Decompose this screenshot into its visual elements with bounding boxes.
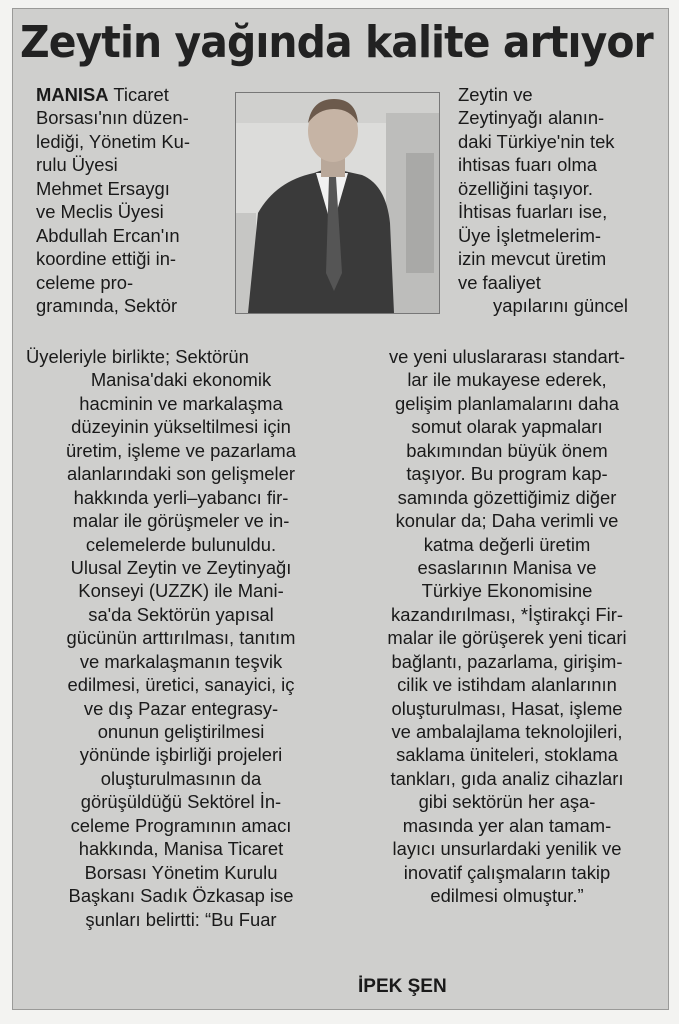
article-line: ve yeni uluslararası standart- [388, 346, 626, 367]
article-line: Konseyi (UZZK) ile Mani- [78, 580, 284, 602]
article-line: tankları, gıda analiz cihazları [390, 767, 624, 789]
article-line-text: Ticaret [108, 84, 169, 105]
article-line: düzeyinin yükseltilmesi için [71, 416, 291, 438]
article-line: rulu Üyesi [36, 154, 118, 176]
article-line: celemelerde bulunuldu. [85, 533, 277, 555]
article-line: konular da; Daha verimli ve [395, 510, 619, 532]
article-line: ve faaliyet [458, 271, 541, 293]
article-line: katma değerli üretim [423, 533, 591, 555]
article-line: oluşturulması, Hasat, işleme [391, 697, 623, 719]
article-line: Abdullah Ercan'ın [36, 224, 180, 246]
article-line: malar ile görüşerek yeni ticari [387, 627, 627, 649]
article-line: sa'da Sektörün yapısal [88, 603, 274, 625]
article-line: Ulusal Zeytin ve Zeytinyağı [70, 556, 292, 578]
left-column-bottom [26, 345, 336, 931]
article-line: şunları belirtti: “Bu Fuar [85, 908, 277, 930]
article-line: masında yer alan tamam- [402, 814, 612, 836]
article-line: ve ambalajlama teknolojileri, [391, 721, 623, 742]
article-line: Borsası'nın düzen- [36, 107, 189, 129]
right-column-bottom [352, 345, 662, 908]
article-line: ve Meclis Üyesi [36, 201, 164, 223]
article-line: özelliğini taşıyor. [458, 177, 593, 199]
article-line: ve markalaşmanın teşvik [79, 650, 283, 672]
article-line: lediği, Yönetim Ku- [36, 130, 191, 152]
article-line: yönünde işbirliği projeleri [79, 744, 283, 766]
article-line: gücünün arttırılması, tanıtım [66, 627, 296, 649]
article-line: İhtisas fuarları ise, [458, 201, 608, 223]
article-line: edilmesi, üretici, sanayici, iç [67, 674, 295, 696]
article-line: Borsası Yönetim Kurulu [84, 861, 278, 883]
article-line: kazandırılması, *İştirakçi Fir- [391, 603, 623, 625]
article-line: Türkiye Ekonomisine [421, 580, 593, 602]
article-line: celeme pro- [36, 271, 134, 293]
article-line: Zeytinyağı alanın- [458, 107, 605, 129]
article-line: oluşturulmasının da [100, 767, 262, 789]
article-line: Zeytin ve [458, 84, 533, 105]
article-line [36, 83, 226, 106]
article-line: Başkanı Sadık Özkasap ise [68, 885, 294, 907]
article-line: inovatif çalışmaların takip [403, 861, 611, 883]
article-line: esaslarının Manisa ve [417, 556, 597, 578]
article-line: ihtisas fuarı olma [458, 154, 598, 176]
article-line: hacminin ve markalaşma [79, 392, 283, 414]
article-line: gelişim planlamalarını daha [395, 392, 619, 414]
right-column-top [458, 83, 663, 317]
author-byline: İPEK ŞEN [358, 976, 447, 997]
article-line: cilik ve istihdam alanlarının [397, 674, 617, 696]
article-line: samında gözettiğimiz diğer [397, 486, 617, 508]
article-line: layıcı unsurlardaki yenilik ve [392, 838, 622, 860]
article-line: Üyeleriyle birlikte; Sektörün [26, 346, 249, 367]
article-headline: Zeytin yağında kalite artıyor [20, 17, 653, 68]
article-line: malar ile görüşmeler ve in- [72, 510, 290, 532]
portrait-photo [235, 92, 440, 314]
article-line: üretim, işleme ve pazarlama [66, 439, 296, 461]
article-line: bağlantı, pazarlama, girişim- [391, 650, 623, 672]
article-line: onunun geliştirilmesi [97, 721, 265, 742]
article-line: taşıyor. Bu program kap- [406, 463, 608, 485]
article-line: yapılarını güncel [493, 294, 628, 316]
lead-city: MANISA [36, 84, 109, 105]
article-line: saklama üniteleri, stoklama [396, 744, 618, 766]
article-line: gramında, Sektör [36, 294, 178, 316]
article-line: izin mevcut üretim [458, 248, 607, 270]
article-line: Üye İşletmelerim- [458, 224, 602, 246]
article-line: edilmesi olmuştur.” [430, 885, 584, 907]
article-line: daki Türkiye'nin tek [458, 130, 615, 152]
article-line: Mehmet Ersaygı [36, 177, 170, 199]
article-line: celeme Programının amacı [70, 814, 292, 836]
article-line: koordine ettiği in- [36, 248, 177, 270]
article-line: görüşüldüğü Sektörel İn- [80, 791, 282, 813]
article-line: hakkında, Manisa Ticaret [78, 838, 284, 860]
article-line: bakımından büyük önem [406, 439, 608, 461]
article-line: hakkında yerli–yabancı fir- [73, 486, 289, 508]
left-column-top [36, 83, 226, 317]
article-line: gibi sektörün her aşa- [418, 791, 596, 813]
article-line: somut olarak yapmaları [411, 416, 603, 438]
portrait-illustration [236, 93, 439, 313]
article-line: Manisa'daki ekonomik [90, 369, 272, 391]
article-line: lar ile mukayese ederek, [407, 369, 607, 391]
article-line: alanlarındaki son gelişmeler [67, 463, 295, 485]
article-line: ve dış Pazar entegrasy- [83, 697, 279, 719]
